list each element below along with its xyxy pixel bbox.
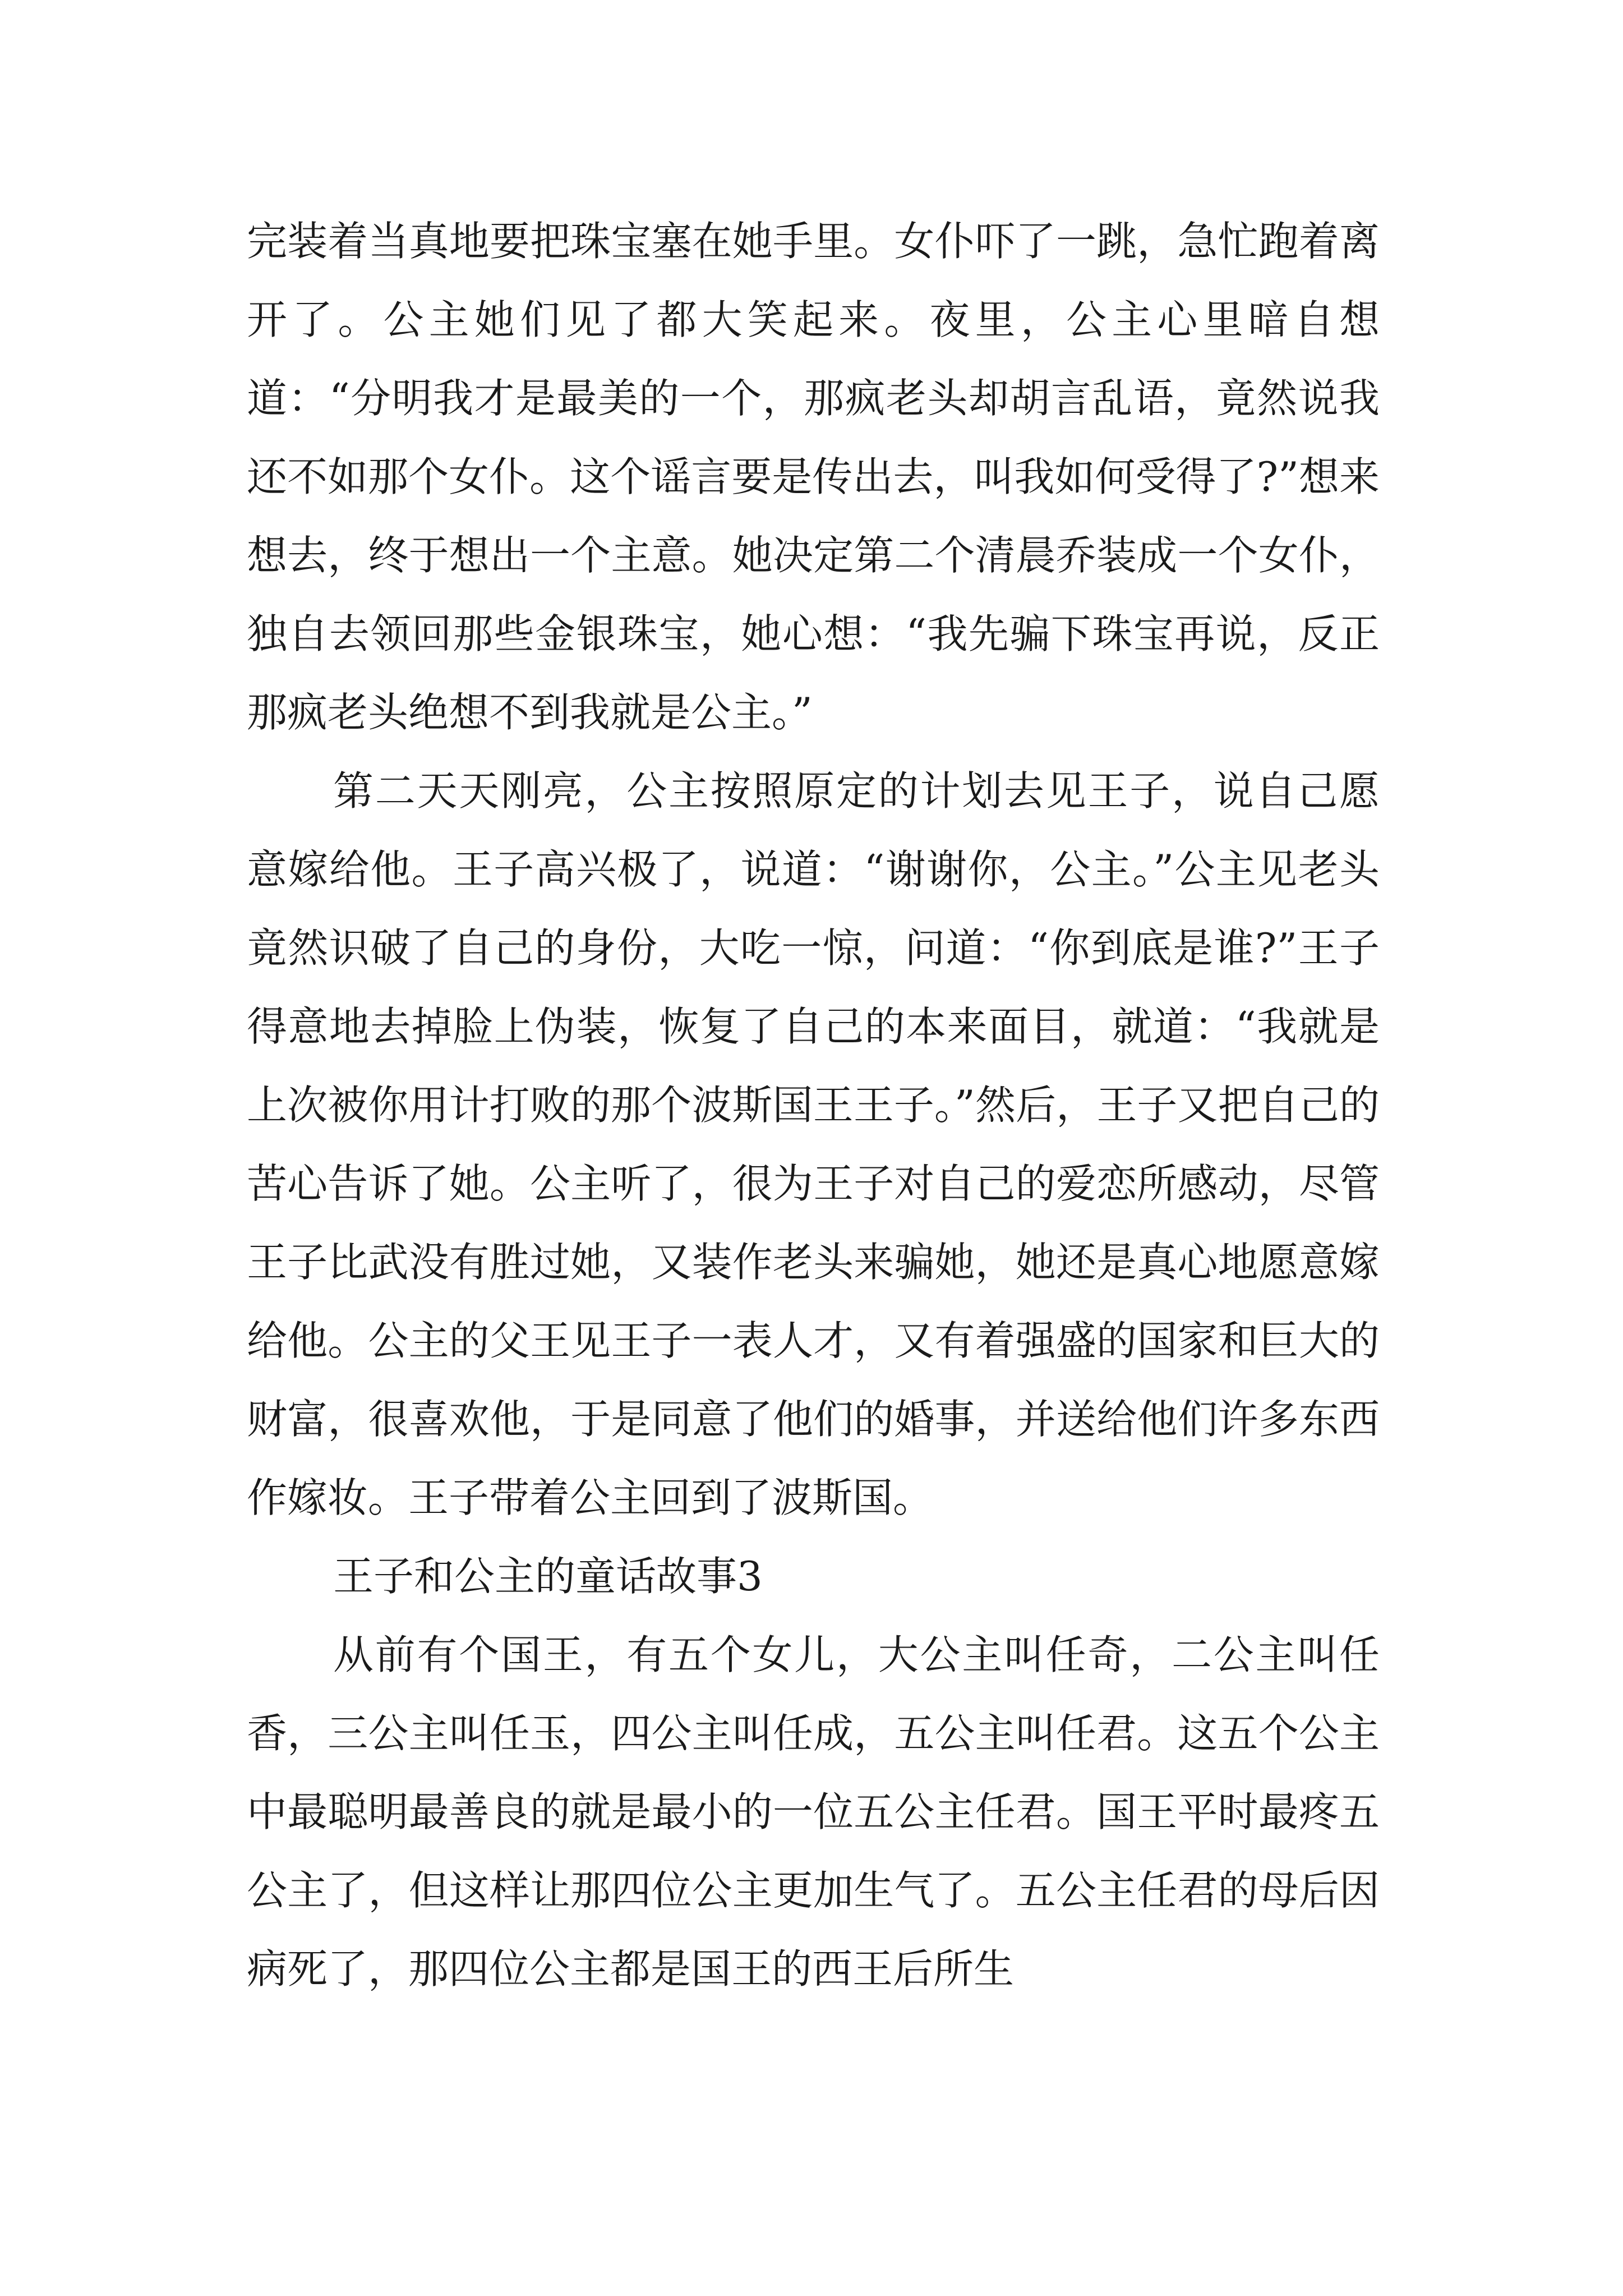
- paragraph-second-day: 第二天天刚亮，公主按照原定的计划去见王子，说自己愿意嫁给他。王子高兴极了，说道：“谢谢你，公主。”公主见老头竟然识破了自己的身份，大吃一惊，问道：“你到底是谁?”王子得意地去掉脸上伪装，恢复了自己的本来面目，就道：“我就是上次被你用计打败的那个波斯国王王子。”然后，王子又把自己的苦心告诉了她。公主听了，很为王子对自己的爱恋所感动，尽管王子比武没有胜过她，又装作老头来骗她，她还是真心地愿意嫁给他。公主的父王见王子一表人才，又有着强盛的国家和巨大的财富，很喜欢他，于是同意了他们的婚事，并送给他们许多东西作嫁妆。王子带着公主回到了波斯国。: [247, 767, 1380, 1521]
- story-heading: 王子和公主的童话故事3: [333, 1553, 763, 1600]
- document-page: [247, 202, 1380, 2008]
- paragraph-five-princesses: 从前有个国王，有五个女儿，大公主叫任奇，二公主叫任香，三公主叫任玉，四公主叫任成，五公主叫任君。这五个公主中最聪明最善良的就是最小的一位五公主任君。国王平时最疼五公主了，但这样让那四位公主更加生气了。五公主任君的母后因病死了，那四位公主都是国王的西王后所生: [247, 1631, 1380, 1993]
- paragraph-continued: 完装着当真地要把珠宝塞在她手里。女仆吓了一跳，急忙跑着离开了。公主她们见了都大笑起来。夜里，公主心里暗自想道：“分明我才是最美的一个，那疯老头却胡言乱语，竟然说我还不如那个女仆。这个谣言要是传出去，叫我如何受得了?”想来想去，终于想出一个主意。她决定第二个清晨乔装成一个女仆，独自去领回那些金银珠宝，她心想：“我先骗下珠宝再说，反正那疯老头绝想不到我就是公主。”: [247, 218, 1380, 736]
